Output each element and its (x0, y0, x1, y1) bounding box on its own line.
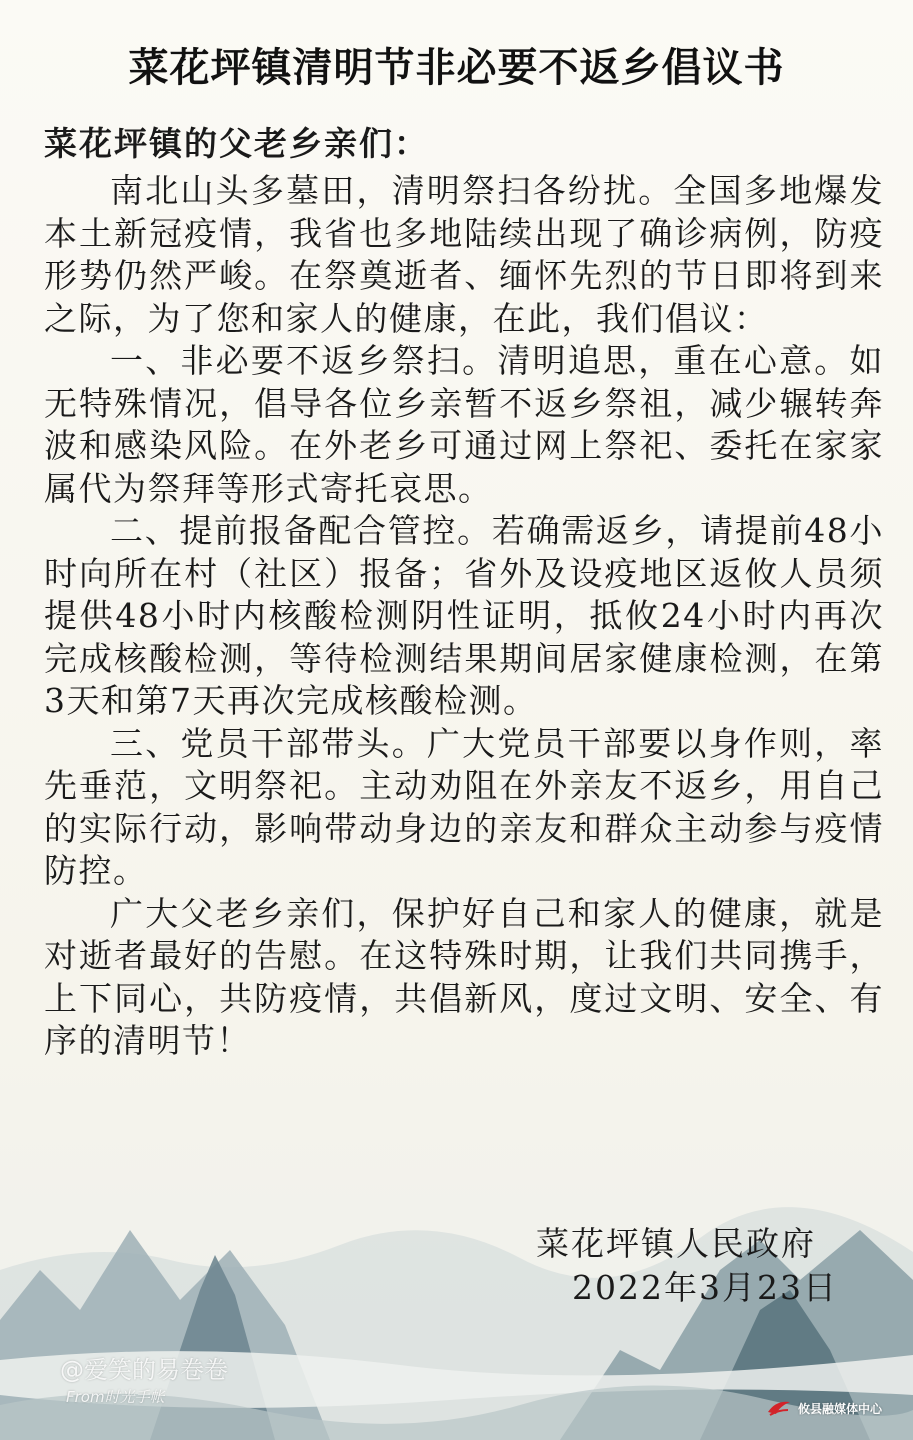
paragraph-intro: 南北山头多墓田，清明祭扫各纷扰。全国多地爆发本土新冠疫情，我省也多地陆续出现了确诊病例，防疫形势仍然严峻。在祭奠逝者、缅怀先烈的节日即将到来之际，为了您和家人的健康，在此，我们倡议： (44, 171, 884, 338)
greeting: 菜花坪镇的父老乡亲们： (44, 124, 429, 163)
media-logo-icon (766, 1398, 792, 1418)
signature-date: 2022年3月23日 (572, 1268, 838, 1307)
paragraph-point-1: 一、非必要不返乡祭扫。清明追思，重在心意。如无特殊情况，倡导各位乡亲暂不返乡祭祖，减少辗转奔波和感染风险。在外老乡可通过网上祭祀、委托在家家属代为祭拜等形式寄托哀思。 (44, 341, 884, 508)
signature-org: 菜花坪镇人民政府 (536, 1224, 816, 1263)
letter-body (44, 170, 884, 1063)
media-watermark-text: 攸县融媒体中心 (798, 1401, 883, 1416)
page-title: 菜花坪镇清明节非必要不返乡倡议书 (128, 45, 785, 91)
paragraph-point-2: 二、提前报备配合管控。若确需返乡，请提前48小时向所在村（社区）报备；省外及设疫地区返攸人员须提供48小时内核酸检测阴性证明，抵攸24小时内再次完成核酸检测，等待检测结果期间居家健康检测，在第3天和第7天再次完成核酸检测。 (44, 511, 884, 720)
paragraph-closing: 广大父老乡亲们，保护好自己和家人的健康，就是对逝者最好的告慰。在这特殊时期，让我们共同携手，上下同心，共防疫情，共倡新风，度过文明、安全、有序的清明节！ (44, 893, 884, 1060)
app-watermark: From时光手帐 (66, 1388, 165, 1406)
user-watermark: @爱笑的易卷卷 (60, 1356, 228, 1384)
paragraph-point-3: 三、党员干部带头。广大党员干部要以身作则，率先垂范，文明祭祀。主动劝阻在外亲友不返乡，用自己的实际行动，影响带动身边的亲友和群众主动参与疫情防控。 (44, 723, 884, 890)
signature-block (530, 1222, 870, 1310)
media-watermark (766, 1398, 882, 1418)
